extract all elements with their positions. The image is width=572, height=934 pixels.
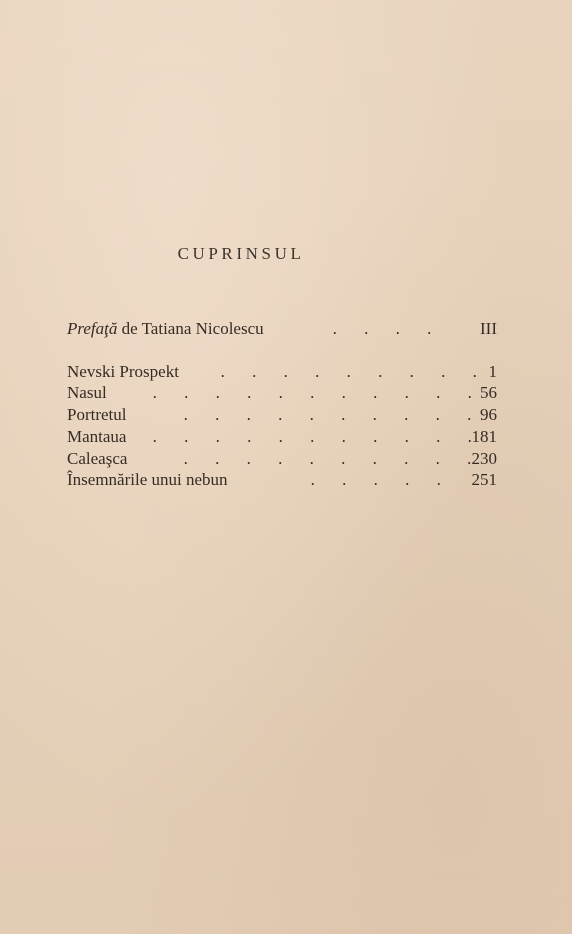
toc-title: CUPRINSUL bbox=[177, 244, 305, 263]
toc-page-number: 1 bbox=[488, 362, 497, 381]
toc-entry-label: Nevski Prospekt bbox=[67, 362, 179, 381]
toc-entry bbox=[67, 469, 497, 491]
toc-entry bbox=[67, 382, 497, 404]
toc-page-number: 181 bbox=[471, 427, 497, 446]
toc-page-number: 230 bbox=[471, 449, 497, 468]
toc-entry-preface bbox=[67, 318, 497, 340]
leader-dots: . . . . . . . . . . bbox=[183, 405, 472, 424]
leader-dots: . . . . bbox=[332, 319, 432, 338]
toc-entry-label: Nasul bbox=[67, 383, 107, 402]
toc-entry-label: Însemnările unui nebun bbox=[67, 470, 228, 489]
toc-page-number: 96 bbox=[480, 405, 497, 424]
leader-dots: . . . . . . . . . . . bbox=[152, 427, 472, 446]
toc-entry-label: Caleaşca bbox=[67, 449, 128, 468]
toc-page-number: 56 bbox=[480, 383, 497, 402]
preface-italic-label: Prefaţă bbox=[67, 319, 118, 338]
toc-page-number: 251 bbox=[471, 470, 497, 489]
toc-entry-label: Mantaua bbox=[67, 427, 127, 446]
leader-dots: . . . . . . . . . . bbox=[183, 449, 472, 468]
leader-dots: . . . . . bbox=[310, 470, 441, 489]
toc-entry bbox=[67, 448, 497, 470]
leader-dots: . . . . . . . . . bbox=[220, 362, 477, 381]
toc-entry-label bbox=[67, 318, 264, 340]
toc-entry bbox=[67, 404, 497, 426]
toc-page-number: III bbox=[480, 319, 497, 338]
toc-entry bbox=[67, 361, 497, 383]
preface-author-label: de Tatiana Nicolescu bbox=[117, 319, 264, 338]
toc-entry bbox=[67, 426, 497, 448]
leader-dots: . . . . . . . . . . . bbox=[152, 383, 472, 402]
toc-entry-label: Portretul bbox=[67, 405, 127, 424]
